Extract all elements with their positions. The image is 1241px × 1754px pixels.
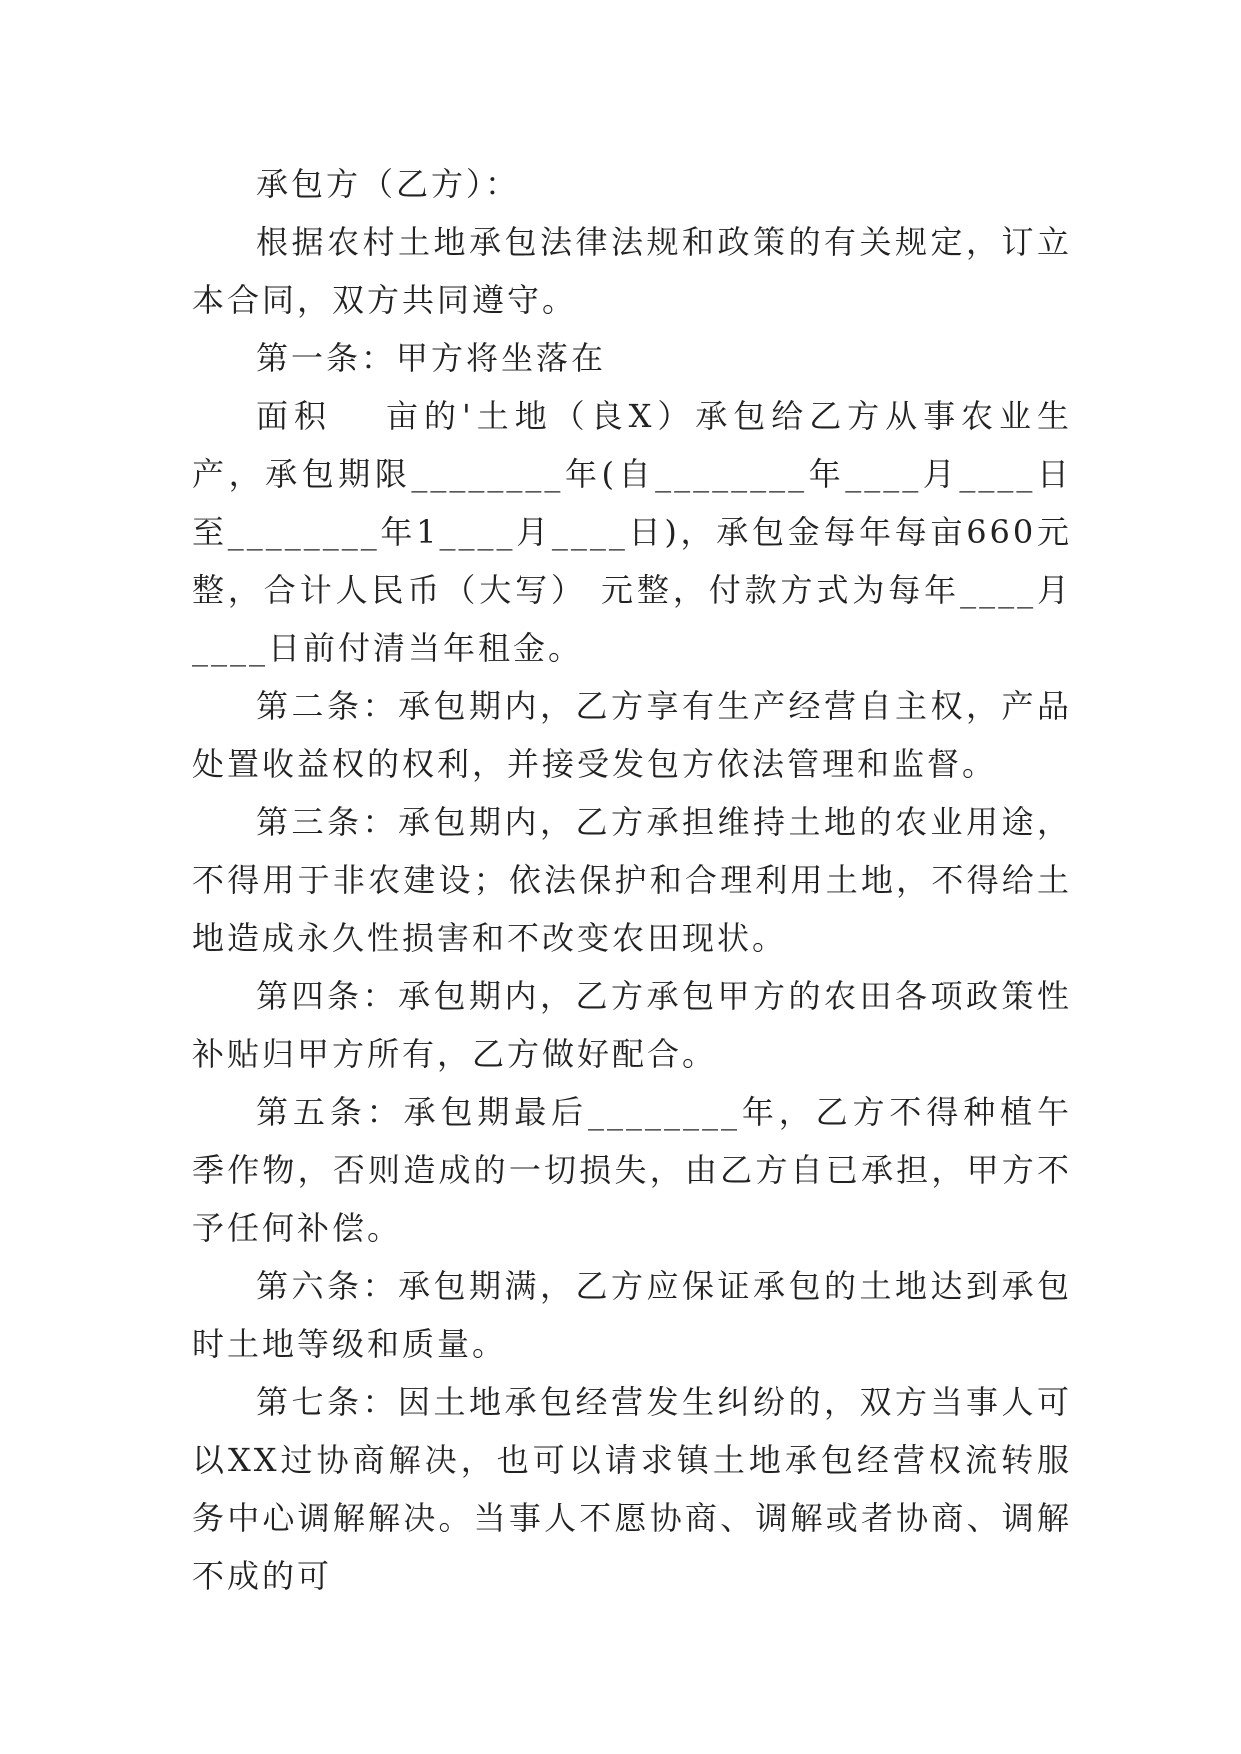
paragraph-article-1-terms: 面积 亩的'土地（良X）承包给乙方从事农业生产，承包期限________年(自________年____月____日至________年1____月____日)，承包金每年每亩660元整，合计人民币（大写） 元整，付款方式为每年____月____日前付清当年租金。	[192, 397, 1072, 667]
paragraph-article-6: 第六条：承包期满，乙方应保证承包的土地达到承包时土地等级和质量。	[192, 1267, 1072, 1363]
paragraph-article-5: 第五条：承包期最后________年，乙方不得种植午季作物，否则造成的一切损失，由乙方自已承担，甲方不予任何补偿。	[192, 1093, 1072, 1247]
paragraph-article-7: 第七条：因土地承包经营发生纠纷的，双方当事人可以XX过协商解决，也可以请求镇土地承包经营权流转服务中心调解解决。当事人不愿协商、调解或者协商、调解不成的可	[192, 1383, 1072, 1595]
paragraph-article-2: 第二条：承包期内，乙方享有生产经营自主权，产品处置收益权的权利，并接受发包方依法管理和监督。	[192, 687, 1072, 783]
paragraph-preamble: 根据农村土地承包法律法规和政策的有关规定，订立本合同，双方共同遵守。	[192, 223, 1072, 319]
paragraph-contractor: 承包方（乙方）：	[256, 165, 521, 203]
contract-body	[192, 155, 1072, 1605]
paragraph-article-3: 第三条：承包期内，乙方承担维持土地的农业用途，不得用于非农建设；依法保护和合理利用土地，不得给土地造成永久性损害和不改变农田现状。	[192, 803, 1072, 957]
paragraph-article-4: 第四条：承包期内，乙方承包甲方的农田各项政策性补贴归甲方所有，乙方做好配合。	[192, 977, 1072, 1073]
paragraph-article-1-location: 第一条：甲方将坐落在	[256, 339, 607, 377]
